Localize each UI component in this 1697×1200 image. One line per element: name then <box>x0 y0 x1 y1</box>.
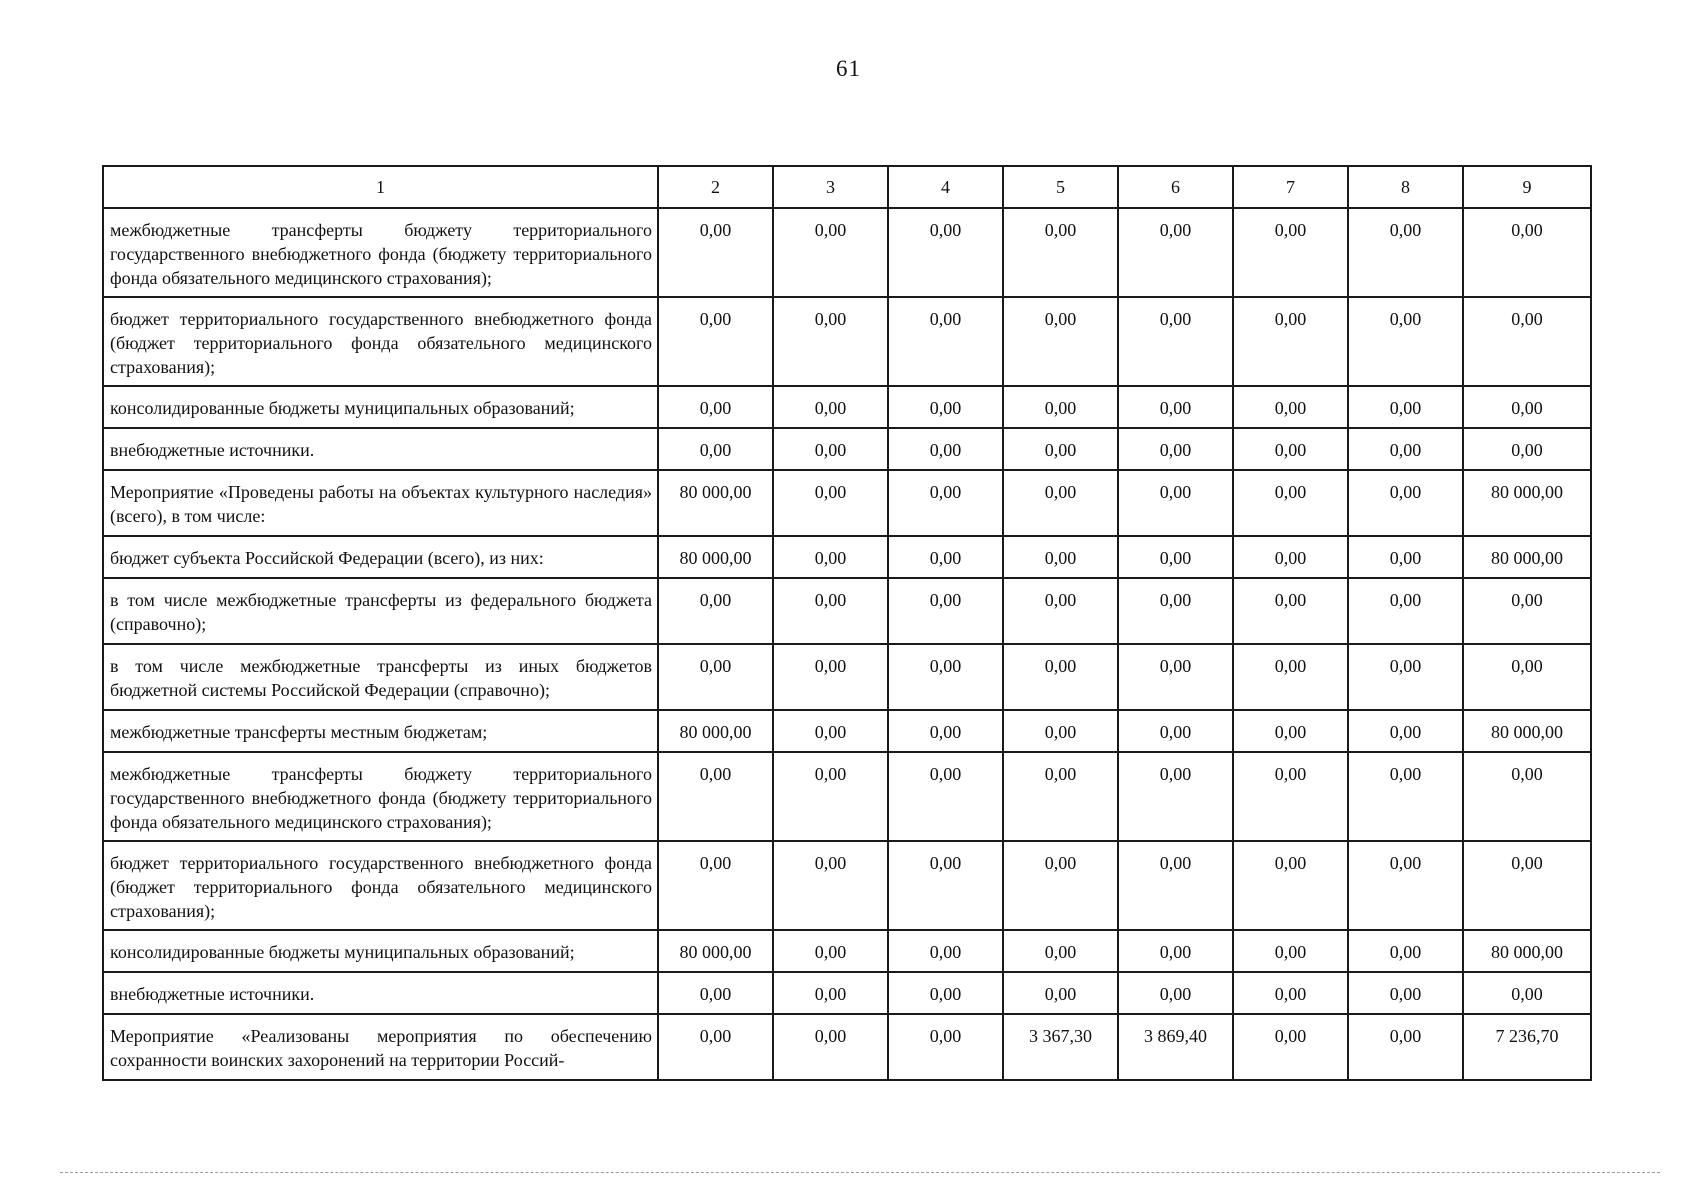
value-cell: 0,00 <box>773 972 888 1014</box>
value-cell: 0,00 <box>1233 536 1348 578</box>
row-label: консолидированные бюджеты муниципальных образований; <box>103 930 658 972</box>
value-cell: 0,00 <box>1233 644 1348 710</box>
value-cell: 0,00 <box>773 752 888 841</box>
value-cell: 0,00 <box>1233 208 1348 297</box>
value-cell: 0,00 <box>1348 644 1463 710</box>
value-cell: 0,00 <box>773 536 888 578</box>
value-cell: 80 000,00 <box>1463 536 1591 578</box>
value-cell: 0,00 <box>773 1014 888 1080</box>
value-cell: 0,00 <box>773 428 888 470</box>
value-cell: 0,00 <box>1233 710 1348 752</box>
value-cell: 0,00 <box>1233 297 1348 386</box>
value-cell: 0,00 <box>773 208 888 297</box>
value-cell: 0,00 <box>1348 386 1463 428</box>
value-cell: 0,00 <box>1118 428 1233 470</box>
value-cell: 0,00 <box>1463 972 1591 1014</box>
value-cell: 0,00 <box>888 710 1003 752</box>
value-cell: 0,00 <box>1003 470 1118 536</box>
value-cell: 0,00 <box>1003 930 1118 972</box>
value-cell: 0,00 <box>888 470 1003 536</box>
value-cell: 3 367,30 <box>1003 1014 1118 1080</box>
value-cell: 0,00 <box>1003 208 1118 297</box>
row-label: внебюджетные источники. <box>103 428 658 470</box>
value-cell: 0,00 <box>1348 930 1463 972</box>
value-cell: 0,00 <box>1348 972 1463 1014</box>
page-number: 61 <box>836 56 861 81</box>
value-cell: 80 000,00 <box>658 536 773 578</box>
value-cell: 0,00 <box>1463 841 1591 930</box>
value-cell: 0,00 <box>1463 386 1591 428</box>
value-cell: 0,00 <box>1463 644 1591 710</box>
value-cell: 0,00 <box>1463 752 1591 841</box>
value-cell: 3 869,40 <box>1118 1014 1233 1080</box>
row-label: межбюджетные трансферты бюджету территориального государственного внебюджетного фонда (бюджету территориального фонда обязательного медицинского страхования); <box>103 752 658 841</box>
value-cell: 0,00 <box>1118 644 1233 710</box>
value-cell: 0,00 <box>1233 428 1348 470</box>
value-cell: 0,00 <box>658 644 773 710</box>
value-cell: 7 236,70 <box>1463 1014 1591 1080</box>
value-cell: 0,00 <box>1348 297 1463 386</box>
row-label: в том числе межбюджетные трансферты из федерального бюджета (справочно); <box>103 578 658 644</box>
column-header: 7 <box>1233 166 1348 208</box>
value-cell: 0,00 <box>658 972 773 1014</box>
value-cell: 0,00 <box>1233 1014 1348 1080</box>
value-cell: 80 000,00 <box>658 710 773 752</box>
table-row <box>103 297 1591 386</box>
value-cell: 0,00 <box>1233 578 1348 644</box>
value-cell: 0,00 <box>1118 841 1233 930</box>
value-cell: 0,00 <box>773 644 888 710</box>
value-cell: 0,00 <box>1118 930 1233 972</box>
value-cell: 0,00 <box>1118 208 1233 297</box>
page-bottom-divider <box>60 1172 1660 1173</box>
value-cell: 0,00 <box>1118 752 1233 841</box>
row-label: бюджет субъекта Российской Федерации (всего), из них: <box>103 536 658 578</box>
value-cell: 0,00 <box>1003 536 1118 578</box>
value-cell: 0,00 <box>1118 710 1233 752</box>
row-label: бюджет территориального государственного внебюджетного фонда (бюджет территориального фонда обязательного медицинского страхования); <box>103 297 658 386</box>
column-header: 6 <box>1118 166 1233 208</box>
value-cell: 0,00 <box>888 1014 1003 1080</box>
budget-table <box>102 165 1592 1081</box>
row-label: межбюджетные трансферты местным бюджетам; <box>103 710 658 752</box>
value-cell: 0,00 <box>1003 752 1118 841</box>
value-cell: 0,00 <box>658 578 773 644</box>
value-cell: 0,00 <box>888 578 1003 644</box>
value-cell: 80 000,00 <box>658 930 773 972</box>
column-header: 5 <box>1003 166 1118 208</box>
value-cell: 0,00 <box>888 208 1003 297</box>
value-cell: 0,00 <box>1348 841 1463 930</box>
value-cell: 0,00 <box>1118 536 1233 578</box>
value-cell: 0,00 <box>888 841 1003 930</box>
value-cell: 0,00 <box>888 536 1003 578</box>
value-cell: 0,00 <box>1348 1014 1463 1080</box>
value-cell: 0,00 <box>1463 428 1591 470</box>
value-cell: 0,00 <box>888 386 1003 428</box>
column-header: 9 <box>1463 166 1591 208</box>
value-cell: 0,00 <box>658 752 773 841</box>
table-row <box>103 428 1591 470</box>
value-cell: 0,00 <box>1003 297 1118 386</box>
value-cell: 0,00 <box>1003 578 1118 644</box>
value-cell: 0,00 <box>1233 930 1348 972</box>
value-cell: 0,00 <box>888 644 1003 710</box>
value-cell: 0,00 <box>888 428 1003 470</box>
table-row <box>103 470 1591 536</box>
value-cell: 0,00 <box>1348 710 1463 752</box>
value-cell: 0,00 <box>773 930 888 972</box>
table-row <box>103 578 1591 644</box>
value-cell: 0,00 <box>773 841 888 930</box>
value-cell: 0,00 <box>1233 386 1348 428</box>
table-body <box>103 208 1591 1080</box>
column-header: 4 <box>888 166 1003 208</box>
column-header: 1 <box>103 166 658 208</box>
value-cell: 80 000,00 <box>1463 470 1591 536</box>
row-label: в том числе межбюджетные трансферты из иных бюджетов бюджетной системы Российской Федерации (справочно); <box>103 644 658 710</box>
value-cell: 0,00 <box>1118 386 1233 428</box>
value-cell: 0,00 <box>1003 644 1118 710</box>
value-cell: 0,00 <box>773 297 888 386</box>
value-cell: 0,00 <box>888 972 1003 1014</box>
table-row <box>103 386 1591 428</box>
table-row <box>103 972 1591 1014</box>
header-row <box>103 166 1591 208</box>
value-cell: 0,00 <box>1463 297 1591 386</box>
value-cell: 0,00 <box>658 297 773 386</box>
value-cell: 80 000,00 <box>658 470 773 536</box>
value-cell: 0,00 <box>1463 578 1591 644</box>
value-cell: 0,00 <box>1233 470 1348 536</box>
row-label: межбюджетные трансферты бюджету территориального государственного внебюджетного фонда (бюджету территориального фонда обязательного медицинского страхования); <box>103 208 658 297</box>
table-row <box>103 752 1591 841</box>
value-cell: 0,00 <box>658 428 773 470</box>
table-row <box>103 1014 1591 1080</box>
value-cell: 0,00 <box>773 470 888 536</box>
value-cell: 0,00 <box>658 1014 773 1080</box>
value-cell: 0,00 <box>1003 710 1118 752</box>
value-cell: 0,00 <box>1348 208 1463 297</box>
value-cell: 0,00 <box>1233 752 1348 841</box>
row-label: Мероприятие «Проведены работы на объектах культурного наследия» (всего), в том числе: <box>103 470 658 536</box>
table-row <box>103 841 1591 930</box>
value-cell: 0,00 <box>1348 752 1463 841</box>
column-header: 8 <box>1348 166 1463 208</box>
table-row <box>103 208 1591 297</box>
value-cell: 0,00 <box>888 930 1003 972</box>
value-cell: 0,00 <box>1118 297 1233 386</box>
value-cell: 0,00 <box>888 752 1003 841</box>
value-cell: 0,00 <box>1118 972 1233 1014</box>
value-cell: 0,00 <box>658 208 773 297</box>
value-cell: 0,00 <box>1348 428 1463 470</box>
table-row <box>103 644 1591 710</box>
value-cell: 0,00 <box>658 841 773 930</box>
value-cell: 0,00 <box>1348 536 1463 578</box>
table-row <box>103 930 1591 972</box>
column-header: 2 <box>658 166 773 208</box>
table-header <box>103 166 1591 208</box>
value-cell: 0,00 <box>1003 386 1118 428</box>
value-cell: 0,00 <box>1233 972 1348 1014</box>
table-row <box>103 536 1591 578</box>
value-cell: 0,00 <box>1118 470 1233 536</box>
value-cell: 0,00 <box>1003 841 1118 930</box>
value-cell: 0,00 <box>1003 972 1118 1014</box>
value-cell: 0,00 <box>773 386 888 428</box>
value-cell: 0,00 <box>658 386 773 428</box>
row-label: Мероприятие «Реализованы мероприятия по обеспечению сохранности воинских захоронений на территории Россий- <box>103 1014 658 1080</box>
table-row <box>103 710 1591 752</box>
value-cell: 80 000,00 <box>1463 930 1591 972</box>
value-cell: 0,00 <box>1233 841 1348 930</box>
value-cell: 0,00 <box>773 578 888 644</box>
value-cell: 80 000,00 <box>1463 710 1591 752</box>
row-label: бюджет территориального государственного внебюджетного фонда (бюджет территориального фонда обязательного медицинского страхования); <box>103 841 658 930</box>
value-cell: 0,00 <box>1003 428 1118 470</box>
row-label: внебюджетные источники. <box>103 972 658 1014</box>
value-cell: 0,00 <box>1463 208 1591 297</box>
value-cell: 0,00 <box>1348 470 1463 536</box>
column-header: 3 <box>773 166 888 208</box>
value-cell: 0,00 <box>773 710 888 752</box>
row-label: консолидированные бюджеты муниципальных образований; <box>103 386 658 428</box>
value-cell: 0,00 <box>1118 578 1233 644</box>
value-cell: 0,00 <box>888 297 1003 386</box>
value-cell: 0,00 <box>1348 578 1463 644</box>
